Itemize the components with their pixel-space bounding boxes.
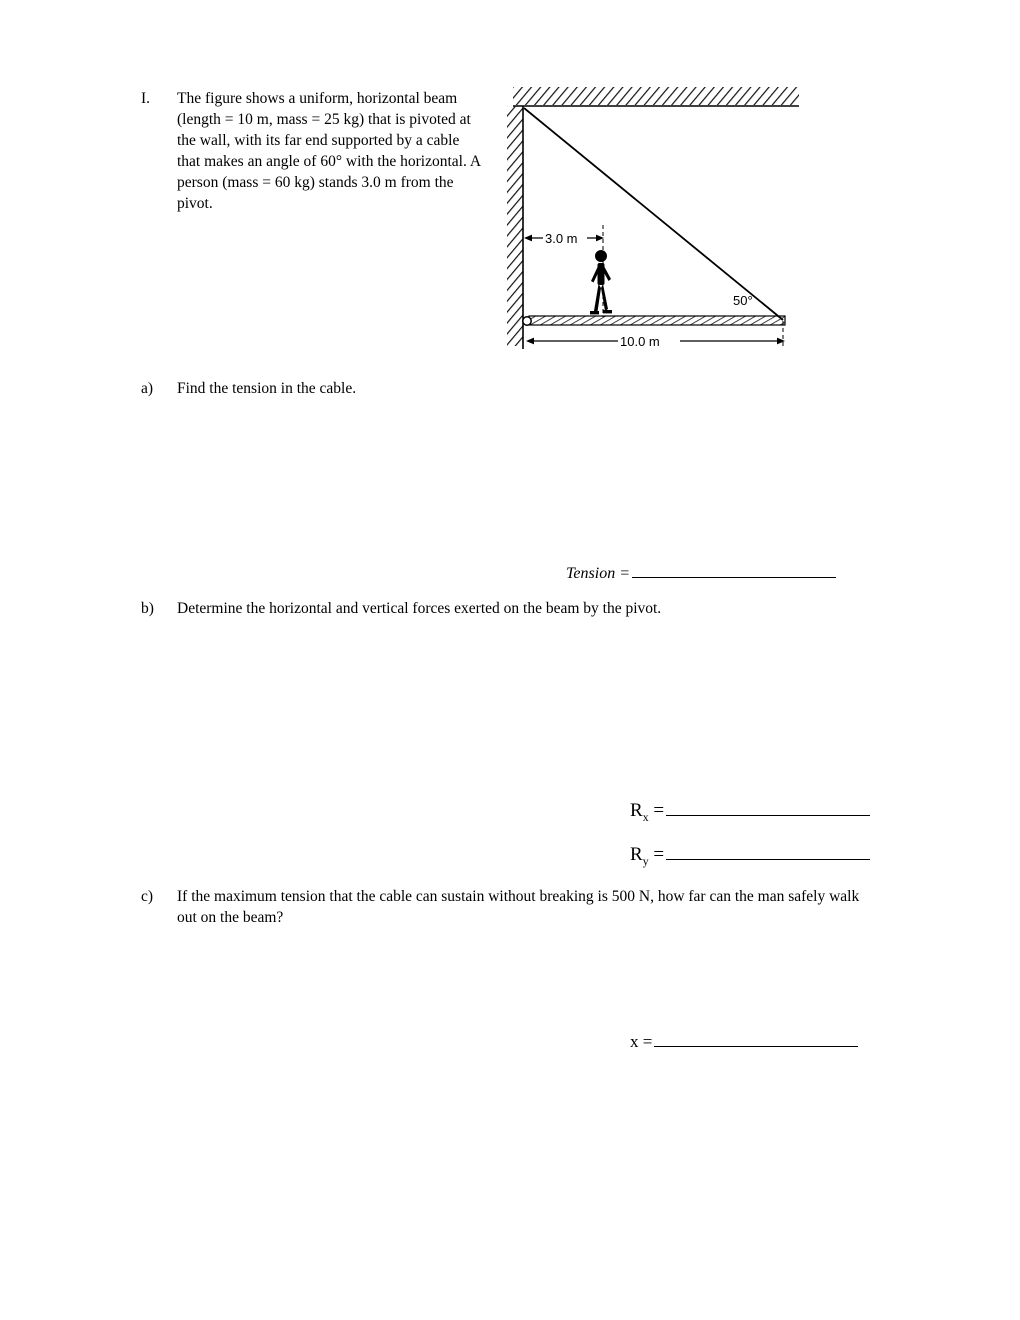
svg-text:50°: 50°	[733, 293, 753, 308]
answer-ry	[630, 844, 870, 869]
beam-cable-diagram	[505, 85, 805, 365]
answer-x-label: x =	[630, 1032, 653, 1051]
answer-tension-blank[interactable]	[632, 563, 836, 578]
part-b-text: Determine the horizontal and vertical forces exerted on the beam by the pivot.	[177, 600, 662, 617]
answer-tension	[566, 563, 836, 583]
answer-ry-blank[interactable]	[666, 845, 870, 860]
part-b	[141, 598, 901, 619]
answer-ry-subscript: y	[642, 854, 649, 868]
part-a-letter: a)	[141, 380, 154, 397]
answer-rx-subscript: x	[642, 810, 649, 824]
answer-rx-blank[interactable]	[666, 801, 870, 816]
answer-ry-label	[630, 844, 666, 869]
answer-rx	[630, 800, 870, 825]
part-c-text: If the maximum tension that the cable can sustain without breaking is 500 N, how far can the man safely walk out on the beam?	[177, 888, 860, 926]
answer-ry-symbol: R	[630, 844, 643, 865]
answer-tension-label: Tension =	[566, 565, 630, 582]
part-c	[141, 886, 881, 928]
part-b-letter: b)	[141, 600, 154, 617]
problem-number: I.	[141, 90, 151, 107]
answer-x-blank[interactable]	[654, 1032, 858, 1047]
svg-text:3.0 m: 3.0 m	[545, 231, 578, 246]
problem-statement	[141, 88, 481, 214]
answer-rx-label	[630, 800, 666, 825]
answer-ry-suffix: =	[648, 844, 665, 865]
part-c-letter: c)	[141, 888, 154, 905]
part-a-text: Find the tension in the cable.	[177, 380, 357, 397]
problem-text: The figure shows a uniform, horizontal beam (length = 10 m, mass = 25 kg) that is pivoted at the wall, with its far end supported by a cable that makes an angle of 60° with the horizontal. A person (mass = 60 kg) stands 3.0 m from the pivot.	[177, 90, 481, 212]
part-a	[141, 378, 901, 399]
svg-text:10.0 m: 10.0 m	[620, 334, 660, 349]
answer-x	[630, 1032, 858, 1052]
answer-rx-symbol: R	[630, 800, 643, 821]
problem-row	[141, 88, 481, 214]
answer-rx-suffix: =	[648, 800, 665, 821]
